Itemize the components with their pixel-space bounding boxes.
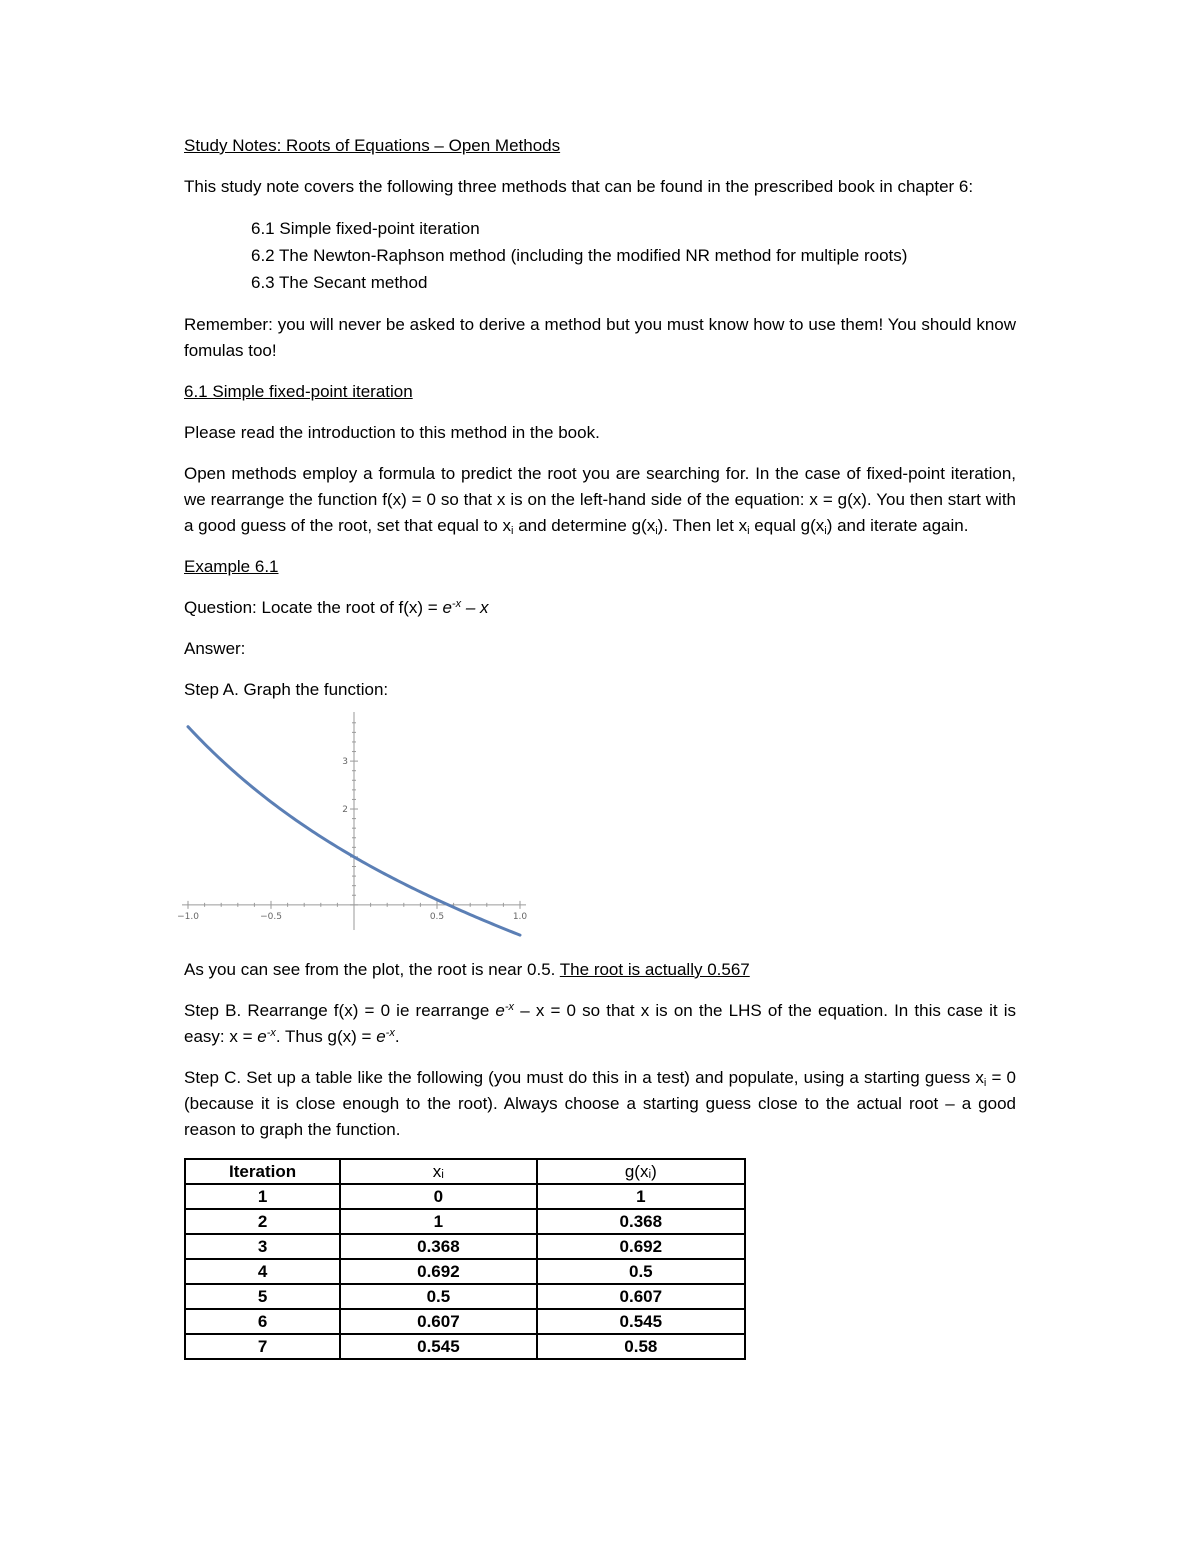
text-run: . <box>394 1027 400 1046</box>
root-value: The root is actually 0.567 <box>559 960 750 979</box>
y-tick-label: 3 <box>342 757 348 768</box>
cell-iteration: 6 <box>185 1309 340 1334</box>
plot-result-paragraph <box>184 957 1016 983</box>
math-e: e <box>495 1001 505 1020</box>
text-run: ). Then let x <box>657 516 748 535</box>
table-row <box>185 1334 745 1359</box>
cell-xi: 0 <box>340 1184 536 1209</box>
text-run: – x <box>461 598 489 617</box>
step-a: Step A. Graph the function: <box>184 680 389 699</box>
subscript: i <box>983 1077 987 1089</box>
cell-gxi: 0.545 <box>537 1309 745 1334</box>
cell-iteration: 5 <box>185 1284 340 1309</box>
cell-iteration: 4 <box>185 1259 340 1284</box>
cell-gxi: 0.607 <box>537 1284 745 1309</box>
table-row <box>185 1259 745 1284</box>
cell-iteration: 2 <box>185 1209 340 1234</box>
doc-title <box>184 133 1016 159</box>
header-iteration: Iteration <box>185 1159 340 1184</box>
cell-xi: 0.545 <box>340 1334 536 1359</box>
step-c-paragraph <box>184 1065 1016 1143</box>
cell-xi: 1 <box>340 1209 536 1234</box>
method-item: 6.1 Simple fixed-point iteration <box>251 219 480 238</box>
table-row <box>185 1209 745 1234</box>
example-heading <box>184 554 1016 580</box>
text-run: As you can see from the plot, the root is near 0.5. <box>184 960 560 979</box>
header-xi: xᵢ <box>340 1159 536 1184</box>
table-header-row <box>185 1159 745 1184</box>
cell-gxi: 1 <box>537 1184 745 1209</box>
superscript: -x <box>385 1027 395 1039</box>
document-page <box>177 133 1016 1360</box>
y-tick-label: 2 <box>342 805 348 816</box>
cell-iteration: 3 <box>185 1234 340 1259</box>
cell-gxi: 0.58 <box>537 1334 745 1359</box>
read-intro-paragraph: Please read the introduction to this method in the book. <box>184 423 600 442</box>
text-run: Question: Locate the root of f(x) = <box>184 598 443 617</box>
text-run: ) and iterate again. <box>826 516 969 535</box>
cell-iteration: 7 <box>185 1334 340 1359</box>
x-tick-label: −1.0 <box>177 911 199 922</box>
text-run: and determine g(x <box>513 516 656 535</box>
text-run: Step B. Rearrange f(x) = 0 ie rearrange <box>184 1001 496 1020</box>
step-b-paragraph <box>184 998 1016 1050</box>
function-plot <box>177 710 540 935</box>
table-row <box>185 1234 745 1259</box>
header-gxi: g(xᵢ) <box>537 1159 745 1184</box>
superscript: -x <box>451 598 462 610</box>
example-heading-text: Example 6.1 <box>184 557 279 576</box>
cell-gxi: 0.5 <box>537 1259 745 1284</box>
math-e: e <box>257 1027 267 1046</box>
table-row <box>185 1284 745 1309</box>
section-heading-text: 6.1 Simple fixed-point iteration <box>184 382 413 401</box>
text-run: – x = 0 so that x is on the LHS of the equation. In this case it is easy: x = <box>184 1001 1016 1046</box>
table-row <box>185 1309 745 1334</box>
text-run: Step C. Set up a table like the following (you must do this in a test) and populate, using a starting guess x <box>184 1068 984 1087</box>
text-run: = 0 (because it is close enough to the root). Always choose a starting guess close to the actual root – a good reason to graph the function. <box>184 1068 1016 1139</box>
superscript: -x <box>504 1001 515 1013</box>
x-tick-label: −0.5 <box>260 911 282 922</box>
superscript: -x <box>266 1027 276 1039</box>
subscript: i <box>511 525 514 537</box>
subscript: i <box>824 525 827 537</box>
doc-title-text: Study Notes: Roots of Equations – Open Methods <box>184 136 561 155</box>
remember-paragraph: Remember: you will never be asked to derive a method but you must know how to use them! You should know fomulas too! <box>184 315 1016 360</box>
text-run: Open methods employ a formula to predict the root you are searching for. In the case of fixed-point iteration, we rearrange the function f(x) = 0 so that x is on the left-hand side of the equation: x = g(x). You then start with a good guess of the root, set that equal to x <box>184 464 1016 535</box>
math-e: e <box>376 1027 386 1046</box>
method-item: 6.2 The Newton-Raphson method (including the modified NR method for multiple roots) <box>251 246 908 265</box>
math-e: e <box>442 598 452 617</box>
x-tick-label: 1.0 <box>512 911 528 922</box>
text-run: . Thus g(x) = <box>275 1027 377 1046</box>
open-methods-paragraph <box>184 461 1016 539</box>
cell-xi: 0.368 <box>340 1234 536 1259</box>
cell-xi: 0.692 <box>340 1259 536 1284</box>
cell-gxi: 0.368 <box>537 1209 745 1234</box>
cell-xi: 0.5 <box>340 1284 536 1309</box>
methods-list <box>251 215 1016 296</box>
cell-xi: 0.607 <box>340 1309 536 1334</box>
cell-iteration: 1 <box>185 1184 340 1209</box>
section-heading <box>184 379 1016 405</box>
table-row <box>185 1184 745 1209</box>
intro-paragraph: This study note covers the following three methods that can be found in the prescribed book in chapter 6: <box>184 177 974 196</box>
answer-label: Answer: <box>184 639 246 658</box>
subscript: i <box>747 525 750 537</box>
plot-svg <box>177 710 540 935</box>
x-tick-label: 0.5 <box>429 911 445 922</box>
method-item: 6.3 The Secant method <box>251 273 428 292</box>
cell-gxi: 0.692 <box>537 1234 745 1259</box>
iteration-table <box>184 1158 746 1360</box>
question-paragraph <box>184 595 1016 621</box>
subscript: i <box>655 525 658 537</box>
text-run: equal g(x <box>749 516 825 535</box>
